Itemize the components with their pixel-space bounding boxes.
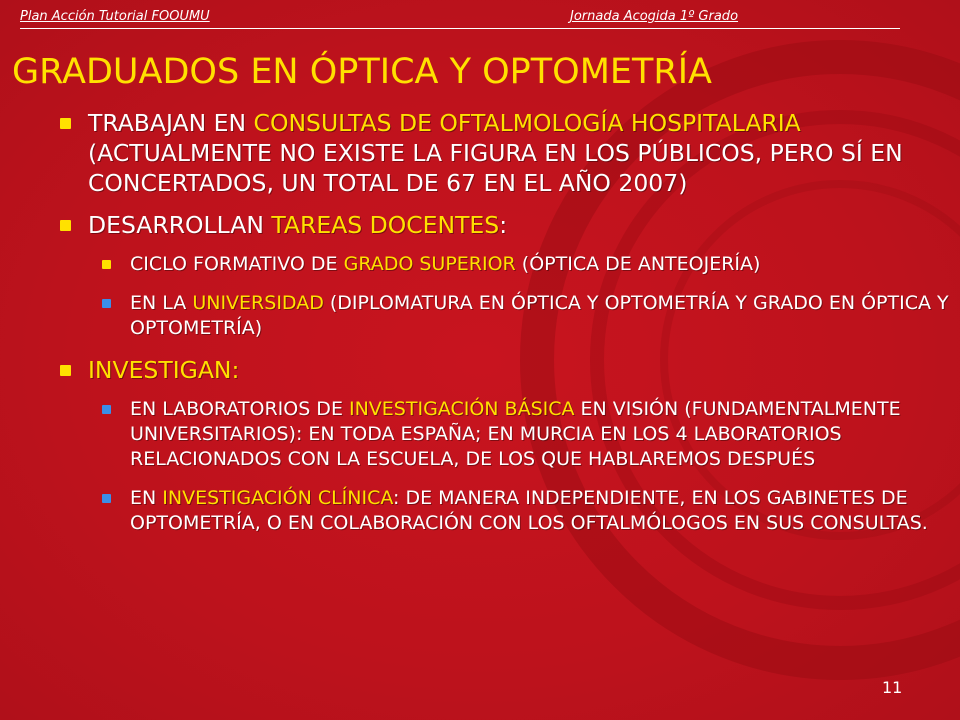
- bullet-item: [60, 210, 950, 240]
- bullet-item: [60, 108, 950, 198]
- bullet-text: (ACTUALMENTE NO EXISTE LA FIGURA EN LOS PÚBLICOS, PERO SÍ EN CONCERTADOS, UN TOTAL DE 67 EN EL AÑO 2007): [88, 139, 903, 197]
- bullet-text: :: [499, 211, 508, 239]
- square-bullet-icon: [102, 405, 111, 414]
- bullet-text: EN: [130, 487, 163, 509]
- sub-bullet-item: [102, 397, 950, 472]
- bullet-highlight: CONSULTAS DE OFTALMOLOGÍA HOSPITALARIA: [253, 109, 801, 137]
- bullet-highlight: INVESTIGACIÓN BÁSICA: [348, 398, 575, 420]
- square-bullet-icon: [102, 299, 111, 308]
- square-bullet-icon: [60, 365, 71, 376]
- bullet-text: (DIPLOMATURA EN ÓPTICA Y OPTOMETRÍA Y GRADO EN ÓPTICA Y OPTOMETRÍA): [130, 292, 949, 339]
- square-bullet-icon: [60, 118, 71, 129]
- bullet-text: : DE MANERA INDEPENDIENTE, EN LOS GABINETES DE OPTOMETRÍA, O EN COLABORACIÓN CON LOS OFTALMÓLOGOS EN SUS CONSULTAS.: [130, 487, 928, 534]
- header-left-text: Plan Acción Tutorial FOOUMU: [20, 9, 210, 24]
- bullet-highlight: UNIVERSIDAD: [192, 292, 324, 314]
- square-bullet-icon: [102, 260, 111, 269]
- sub-bullet-item: [102, 291, 950, 341]
- bullet-text: CICLO FORMATIVO DE: [130, 253, 344, 275]
- header-right-text: Jornada Acogida 1º Grado: [570, 9, 739, 24]
- bullet-text: DESARROLLAN: [88, 211, 272, 239]
- slide-title: GRADUADOS EN ÓPTICA Y OPTOMETRÍA: [12, 52, 712, 92]
- bullet-text: EN LABORATORIOS DE: [130, 398, 349, 420]
- bullet-text: TRABAJAN EN: [88, 109, 254, 137]
- square-bullet-icon: [60, 220, 71, 231]
- sub-bullet-item: [102, 252, 950, 277]
- bullet-text: (ÓPTICA DE ANTEOJERÍA): [515, 253, 761, 275]
- bullet-text: EN LA: [130, 292, 193, 314]
- bullet-highlight: GRADO SUPERIOR: [343, 253, 516, 275]
- slide-header: [20, 6, 900, 29]
- sub-bullet-item: [102, 486, 950, 536]
- page-number: 11: [882, 678, 903, 697]
- bullet-item: [60, 355, 950, 385]
- square-bullet-icon: [102, 494, 111, 503]
- bullet-highlight: INVESTIGACIÓN CLÍNICA: [162, 487, 394, 509]
- bullet-highlight: TAREAS DOCENTES: [271, 211, 500, 239]
- bullet-text: EN VISIÓN (FUNDAMENTALMENTE UNIVERSITARIOS): EN TODA ESPAÑA; EN MURCIA EN LOS 4 LABORATORIOS RELACIONADOS CON LA ESCUELA, DE LOS QUE HABLAREMOS DESPUÉS: [130, 398, 901, 470]
- bullet-text: :: [231, 356, 240, 384]
- slide-content: [60, 108, 950, 550]
- bullet-highlight: INVESTIGAN: [88, 356, 232, 384]
